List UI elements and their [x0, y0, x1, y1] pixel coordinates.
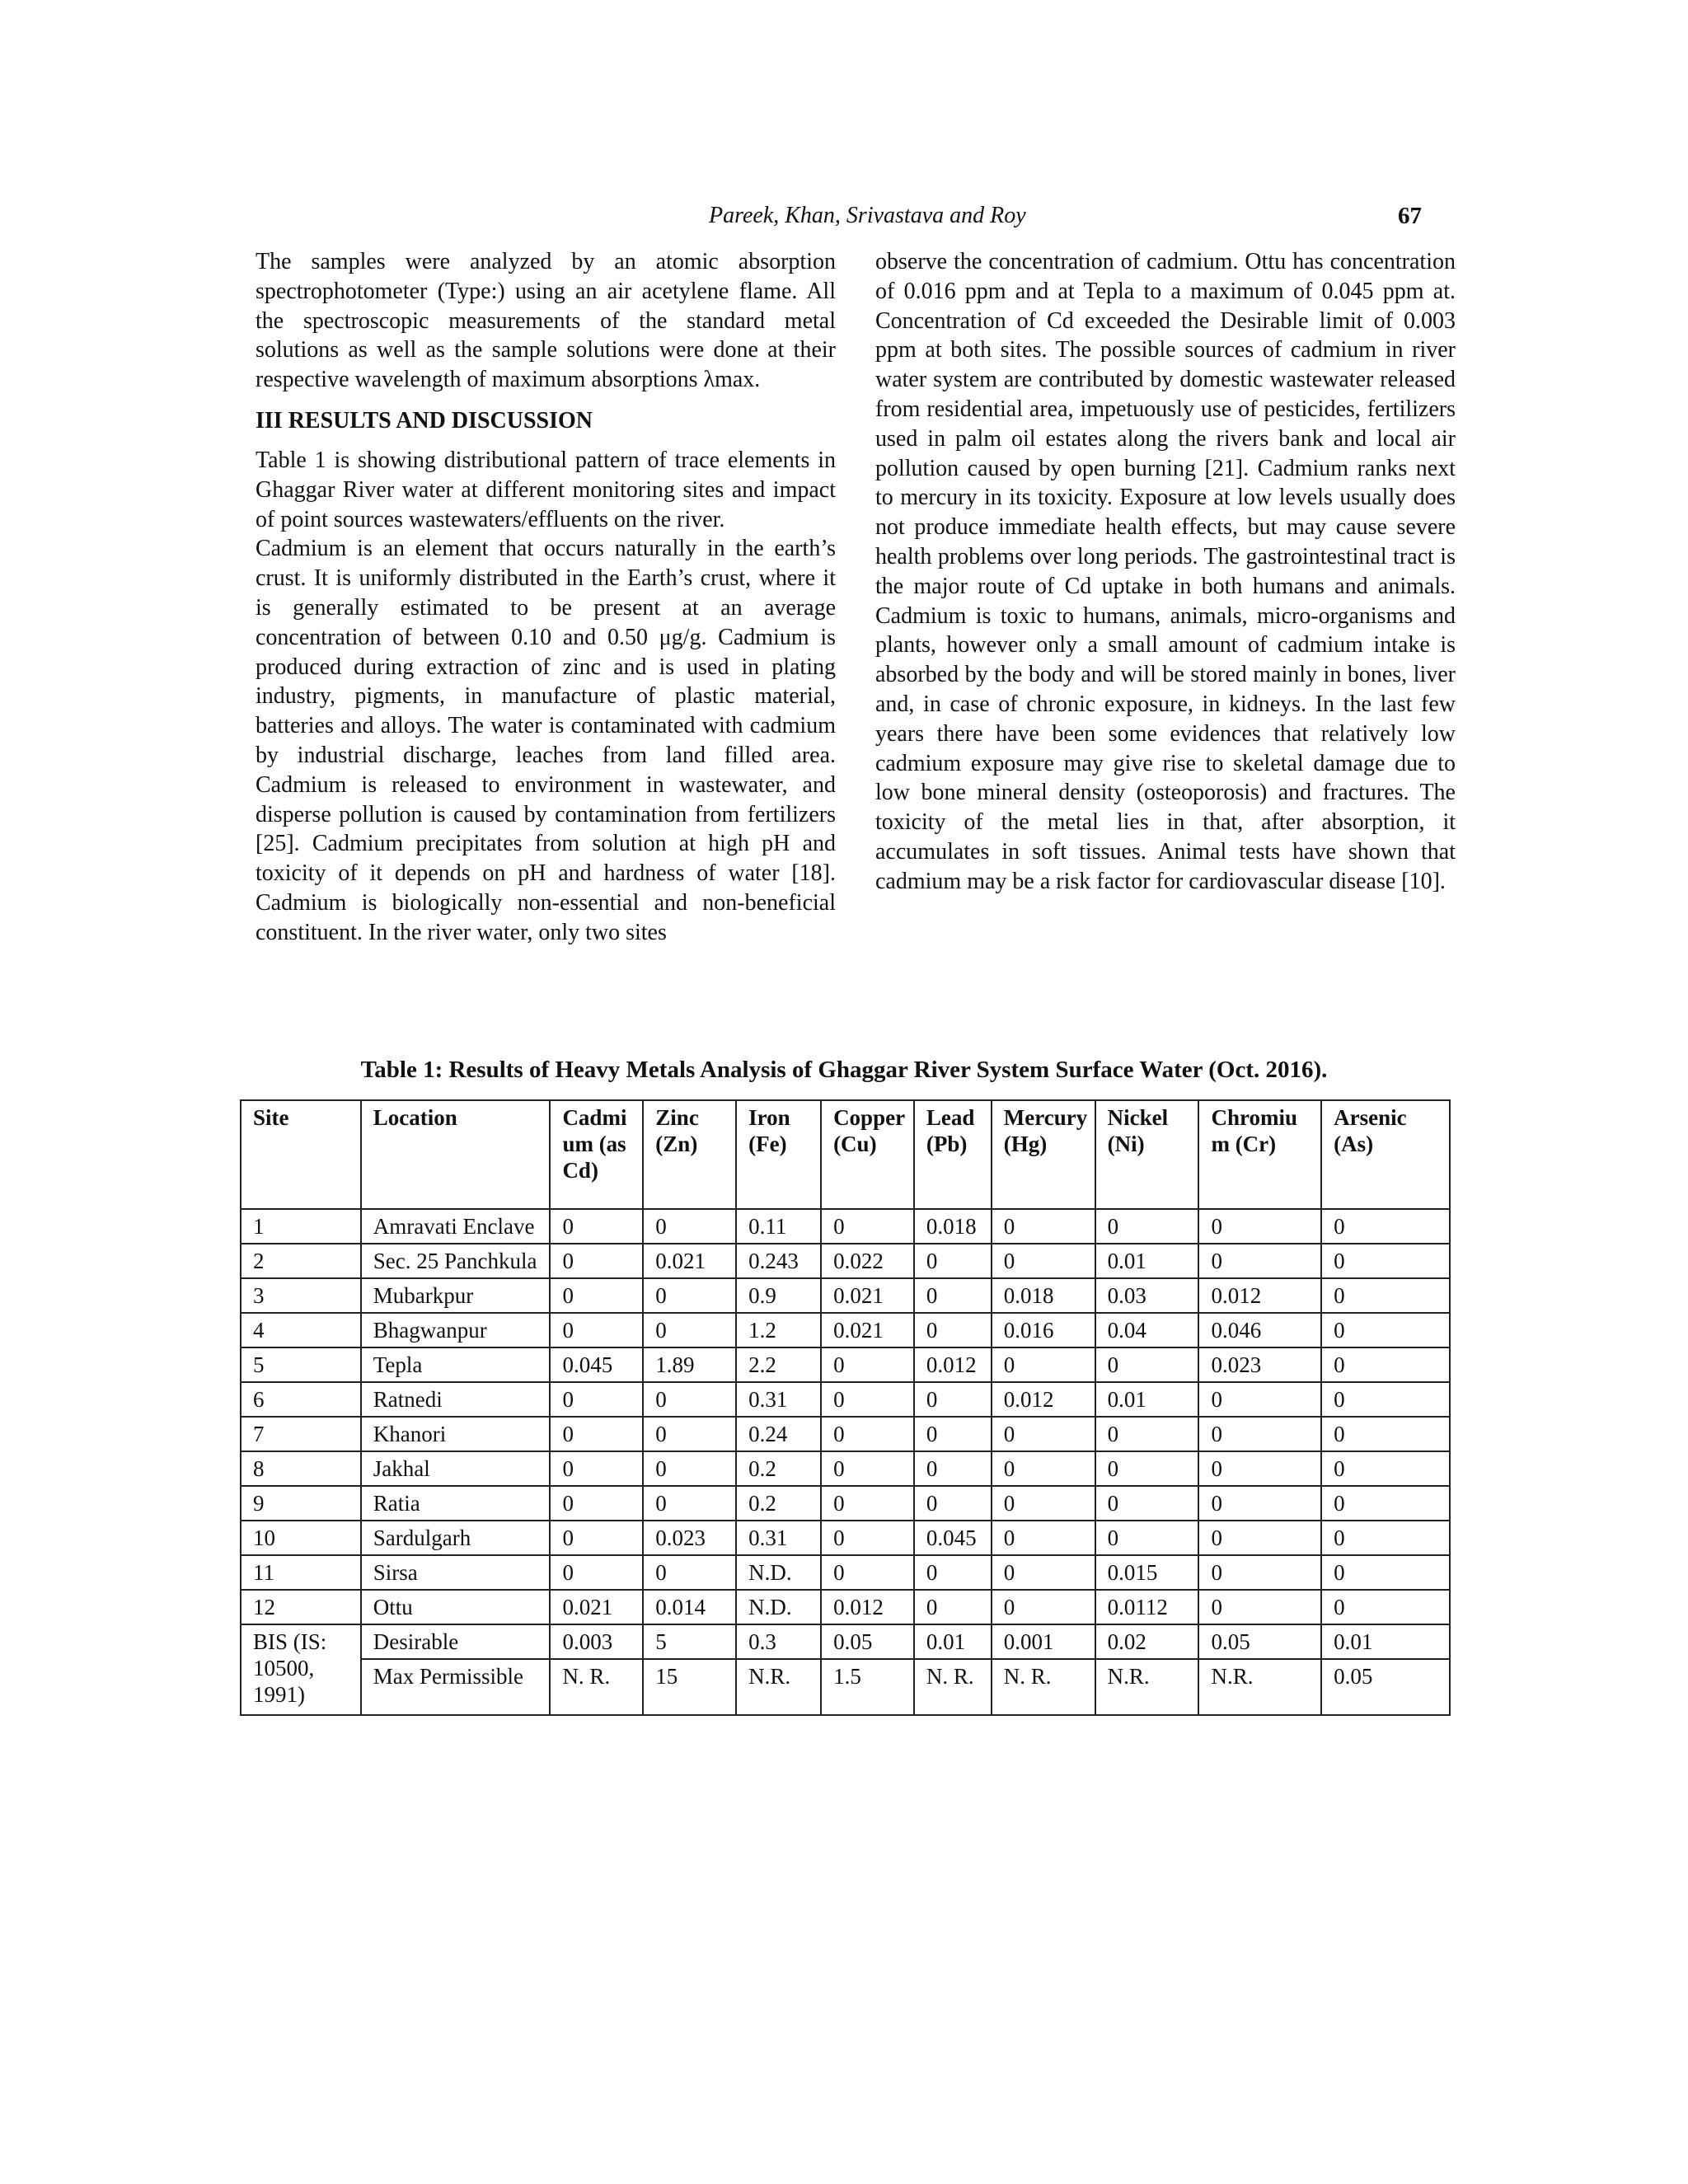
value-cell: 0	[914, 1417, 992, 1451]
header-cell: Location	[361, 1100, 551, 1209]
value-cell: 0	[550, 1417, 643, 1451]
limit-value-cell: 0.001	[992, 1624, 1095, 1659]
value-cell: 0	[550, 1209, 643, 1244]
value-cell: 0	[992, 1209, 1095, 1244]
value-cell: 0	[914, 1590, 992, 1624]
value-cell: 0	[992, 1417, 1095, 1451]
value-cell: 0.018	[914, 1209, 992, 1244]
limit-value-cell: 0.05	[821, 1624, 914, 1659]
header-cell: Chromium (Cr)	[1198, 1100, 1321, 1209]
value-cell: 0	[914, 1486, 992, 1521]
value-cell: 0	[914, 1555, 992, 1590]
limit-value-cell: 0.3	[736, 1624, 821, 1659]
value-cell: 0.014	[643, 1590, 736, 1624]
value-cell: 0	[1321, 1521, 1450, 1555]
bis-standard-label: BIS (IS: 10500, 1991)	[241, 1624, 361, 1715]
value-cell: 0.021	[550, 1590, 643, 1624]
header-cell: Copper (Cu)	[821, 1100, 914, 1209]
value-cell: 0.045	[550, 1347, 643, 1382]
value-cell: 0.018	[992, 1278, 1095, 1313]
limit-value-cell: 5	[643, 1624, 736, 1659]
location-cell: Amravati Enclave	[361, 1209, 551, 1244]
value-cell: 0	[1095, 1451, 1199, 1486]
value-cell: 0.046	[1198, 1313, 1321, 1347]
bis-max-permissible-row	[241, 1659, 1450, 1715]
value-cell: 0	[1198, 1555, 1321, 1590]
value-cell: 0.012	[1198, 1278, 1321, 1313]
header-cell: Lead (Pb)	[914, 1100, 992, 1209]
value-cell: 2.2	[736, 1347, 821, 1382]
value-cell: 0.2	[736, 1451, 821, 1486]
limit-value-cell: 0.003	[550, 1624, 643, 1659]
header-authors: Pareek, Khan, Srivastava and Roy	[709, 203, 1026, 228]
table-row	[241, 1590, 1450, 1624]
table-row	[241, 1417, 1450, 1451]
table-row	[241, 1313, 1450, 1347]
limit-value-cell: 1.5	[821, 1659, 914, 1715]
value-cell: 0	[550, 1313, 643, 1347]
header-cell: Zinc (Zn)	[643, 1100, 736, 1209]
value-cell: 0	[992, 1244, 1095, 1278]
value-cell: 0.022	[821, 1244, 914, 1278]
limit-value-cell: 0.01	[1321, 1624, 1450, 1659]
value-cell: 0.9	[736, 1278, 821, 1313]
table-row	[241, 1486, 1450, 1521]
value-cell: 0	[643, 1451, 736, 1486]
limit-value-cell: 0.05	[1321, 1659, 1450, 1715]
section-heading: III RESULTS AND DISCUSSION	[256, 407, 593, 434]
limit-value-cell: 15	[643, 1659, 736, 1715]
value-cell: N.D.	[736, 1555, 821, 1590]
site-cell: 4	[241, 1313, 361, 1347]
site-cell: 11	[241, 1555, 361, 1590]
location-cell: Bhagwanpur	[361, 1313, 551, 1347]
value-cell: 0	[914, 1382, 992, 1417]
methods-paragraph: The samples were analyzed by an atomic absorption spectrophotometer (Type:) using an air acetylene flame. All the spectroscopic measurements of the standard metal solutions as well as the sample solutions were done at their respective wavelength of maximum absorptions λmax.	[256, 249, 836, 393]
value-cell: 0	[643, 1417, 736, 1451]
header-cell: Iron (Fe)	[736, 1100, 821, 1209]
header-cell: Site	[241, 1100, 361, 1209]
value-cell: 0	[550, 1278, 643, 1313]
value-cell: 0	[914, 1313, 992, 1347]
table-row	[241, 1209, 1450, 1244]
value-cell: 0	[1321, 1451, 1450, 1486]
value-cell: 0	[1198, 1244, 1321, 1278]
value-cell: 0	[1095, 1347, 1199, 1382]
value-cell: 0.023	[643, 1521, 736, 1555]
limit-value-cell: N.R.	[1198, 1659, 1321, 1715]
limit-type-cell: Desirable	[361, 1624, 551, 1659]
value-cell: 0	[1321, 1244, 1450, 1278]
value-cell: 0	[821, 1417, 914, 1451]
limit-value-cell: N. R.	[914, 1659, 992, 1715]
value-cell: 0.012	[821, 1590, 914, 1624]
value-cell: 0	[914, 1451, 992, 1486]
value-cell: 0	[1321, 1347, 1450, 1382]
limit-value-cell: N.R.	[736, 1659, 821, 1715]
value-cell: 0	[821, 1347, 914, 1382]
right-column	[875, 247, 1456, 897]
limit-value-cell: N. R.	[992, 1659, 1095, 1715]
limit-value-cell: 0.01	[914, 1624, 992, 1659]
value-cell: 0.021	[821, 1278, 914, 1313]
value-cell: N.D.	[736, 1590, 821, 1624]
value-cell: 0.045	[914, 1521, 992, 1555]
location-cell: Jakhal	[361, 1451, 551, 1486]
value-cell: 0	[643, 1313, 736, 1347]
site-cell: 7	[241, 1417, 361, 1451]
site-cell: 9	[241, 1486, 361, 1521]
value-cell: 0	[1198, 1451, 1321, 1486]
value-cell: 0.015	[1095, 1555, 1199, 1590]
value-cell: 0.012	[992, 1382, 1095, 1417]
value-cell: 0.31	[736, 1382, 821, 1417]
value-cell: 0.243	[736, 1244, 821, 1278]
value-cell: 0.016	[992, 1313, 1095, 1347]
limit-value-cell: 0.05	[1198, 1624, 1321, 1659]
value-cell: 0	[1095, 1486, 1199, 1521]
value-cell: 0.01	[1095, 1244, 1199, 1278]
value-cell: 0	[550, 1555, 643, 1590]
header-cell: Cadmium (as Cd)	[550, 1100, 643, 1209]
value-cell: 1.89	[643, 1347, 736, 1382]
left-column	[256, 247, 836, 948]
cadmium-paragraph: Cadmium is an element that occurs naturally in the earth’s crust. It is uniformly distributed in the Earth’s crust, where it is generally estimated to be present at an average concentration of between 0.10 and 0.50 μg/g. Cadmium is produced during extraction of zinc and is used in plating industry, pigments, in manufacture of plastic material, batteries and alloys. The water is contaminated with cadmium by industrial discharge, leaches from land filled area. Cadmium is released to environment in wastewater, and disperse pollution is caused by contamination from fertilizers [25]. Cadmium precipitates from solution at high pH and toxicity of it depends on pH and hardness of water [18]. Cadmium is biologically non-essential and non-beneficial constituent. In the river water, only two sites	[256, 536, 836, 945]
location-cell: Tepla	[361, 1347, 551, 1382]
limit-value-cell: N.R.	[1095, 1659, 1199, 1715]
value-cell: 0.11	[736, 1209, 821, 1244]
value-cell: 0	[1095, 1209, 1199, 1244]
value-cell: 0.021	[821, 1313, 914, 1347]
value-cell: 0.023	[1198, 1347, 1321, 1382]
value-cell: 0	[1321, 1278, 1450, 1313]
location-cell: Khanori	[361, 1417, 551, 1451]
value-cell: 0	[992, 1521, 1095, 1555]
value-cell: 0	[1198, 1417, 1321, 1451]
value-cell: 0	[643, 1278, 736, 1313]
value-cell: 0.0112	[1095, 1590, 1199, 1624]
site-cell: 2	[241, 1244, 361, 1278]
location-cell: Ratnedi	[361, 1382, 551, 1417]
site-cell: 6	[241, 1382, 361, 1417]
value-cell: 0	[992, 1347, 1095, 1382]
value-cell: 0	[550, 1451, 643, 1486]
value-cell: 1.2	[736, 1313, 821, 1347]
table-row	[241, 1521, 1450, 1555]
location-cell: Ratia	[361, 1486, 551, 1521]
value-cell: 0	[1321, 1209, 1450, 1244]
value-cell: 0	[1198, 1590, 1321, 1624]
site-cell: 12	[241, 1590, 361, 1624]
value-cell: 0	[821, 1486, 914, 1521]
value-cell: 0	[1321, 1486, 1450, 1521]
results-intro-paragraph: Table 1 is showing distributional pattern of trace elements in Ghaggar River water at different monitoring sites and impact of point sources wastewaters/effluents on the river.	[256, 447, 836, 532]
value-cell: 0	[1198, 1382, 1321, 1417]
table-header-row	[241, 1100, 1450, 1209]
value-cell: 0.021	[643, 1244, 736, 1278]
value-cell: 0	[550, 1244, 643, 1278]
site-cell: 10	[241, 1521, 361, 1555]
value-cell: 0	[821, 1209, 914, 1244]
site-cell: 1	[241, 1209, 361, 1244]
value-cell: 0	[821, 1382, 914, 1417]
value-cell: 0	[643, 1555, 736, 1590]
value-cell: 0	[550, 1382, 643, 1417]
cadmium-continued-paragraph: observe the concentration of cadmium. Ottu has concentration of 0.016 ppm and at Tepla to a maximum of 0.045 ppm at. Concentration of Cd exceeded the Desirable limit of 0.003 ppm at both sites. The possible sources of cadmium in river water system are contributed by domestic wastewater released from residential area, impetuously use of pesticides, fertilizers used in palm oil estates along the rivers bank and local air pollution caused by open burning [21]. Cadmium ranks next to mercury in its toxicity. Exposure at low levels usually does not produce immediate health effects, but may cause severe health problems over long periods. The gastrointestinal tract is the major route of Cd uptake in both humans and animals. Cadmium is toxic to humans, animals, micro-organisms and plants, however only a small amount of cadmium intake is absorbed by the body and will be stored mainly in bones, liver and, in case of chronic exposure, in kidneys. In the last few years there have been some evidences that relatively low cadmium exposure may give rise to skeletal damage due to low bone mineral density (osteoporosis) and fractures. The toxicity of the metal lies in that, after absorption, it accumulates in soft tissues. Animal tests have shown that cadmium may be a risk factor for cardiovascular disease [10].	[875, 249, 1456, 894]
table-row	[241, 1555, 1450, 1590]
value-cell: 0	[550, 1486, 643, 1521]
bis-desirable-row	[241, 1624, 1450, 1659]
table-row	[241, 1347, 1450, 1382]
location-cell: Sirsa	[361, 1555, 551, 1590]
page-number: 67	[1398, 203, 1422, 229]
value-cell: 0	[550, 1521, 643, 1555]
location-cell: Mubarkpur	[361, 1278, 551, 1313]
site-cell: 3	[241, 1278, 361, 1313]
table-row	[241, 1278, 1450, 1313]
value-cell: 0	[643, 1486, 736, 1521]
value-cell: 0	[821, 1555, 914, 1590]
limit-type-cell: Max Permissible	[361, 1659, 551, 1715]
value-cell: 0	[992, 1486, 1095, 1521]
value-cell: 0	[1095, 1521, 1199, 1555]
value-cell: 0.2	[736, 1486, 821, 1521]
value-cell: 0	[1198, 1486, 1321, 1521]
site-cell: 5	[241, 1347, 361, 1382]
value-cell: 0.31	[736, 1521, 821, 1555]
value-cell: 0	[1198, 1209, 1321, 1244]
running-header	[0, 203, 1688, 236]
location-cell: Ottu	[361, 1590, 551, 1624]
header-cell: Mercury (Hg)	[992, 1100, 1095, 1209]
table-caption: Table 1: Results of Heavy Metals Analysis of Ghaggar River System Surface Water (Oct. 2016).	[360, 1057, 1328, 1083]
table-row	[241, 1382, 1450, 1417]
limit-value-cell: N. R.	[550, 1659, 643, 1715]
value-cell: 0	[1321, 1590, 1450, 1624]
value-cell: 0	[914, 1278, 992, 1313]
value-cell: 0	[1321, 1382, 1450, 1417]
value-cell: 0.012	[914, 1347, 992, 1382]
value-cell: 0	[914, 1244, 992, 1278]
value-cell: 0	[1321, 1417, 1450, 1451]
value-cell: 0	[1095, 1417, 1199, 1451]
table-body	[241, 1100, 1450, 1715]
value-cell: 0	[1321, 1555, 1450, 1590]
value-cell: 0.01	[1095, 1382, 1199, 1417]
value-cell: 0	[1321, 1313, 1450, 1347]
value-cell: 0.24	[736, 1417, 821, 1451]
limit-value-cell: 0.02	[1095, 1624, 1199, 1659]
value-cell: 0.03	[1095, 1278, 1199, 1313]
site-cell: 8	[241, 1451, 361, 1486]
header-cell: Arsenic (As)	[1321, 1100, 1450, 1209]
heavy-metals-table	[240, 1099, 1451, 1716]
value-cell: 0	[821, 1451, 914, 1486]
value-cell: 0	[643, 1382, 736, 1417]
header-cell: Nickel (Ni)	[1095, 1100, 1199, 1209]
value-cell: 0	[992, 1555, 1095, 1590]
location-cell: Sardulgarh	[361, 1521, 551, 1555]
table-row	[241, 1451, 1450, 1486]
value-cell: 0.04	[1095, 1313, 1199, 1347]
value-cell: 0	[992, 1590, 1095, 1624]
table-row	[241, 1244, 1450, 1278]
value-cell: 0	[821, 1521, 914, 1555]
value-cell: 0	[992, 1451, 1095, 1486]
value-cell: 0	[1198, 1521, 1321, 1555]
value-cell: 0	[643, 1209, 736, 1244]
location-cell: Sec. 25 Panchkula	[361, 1244, 551, 1278]
